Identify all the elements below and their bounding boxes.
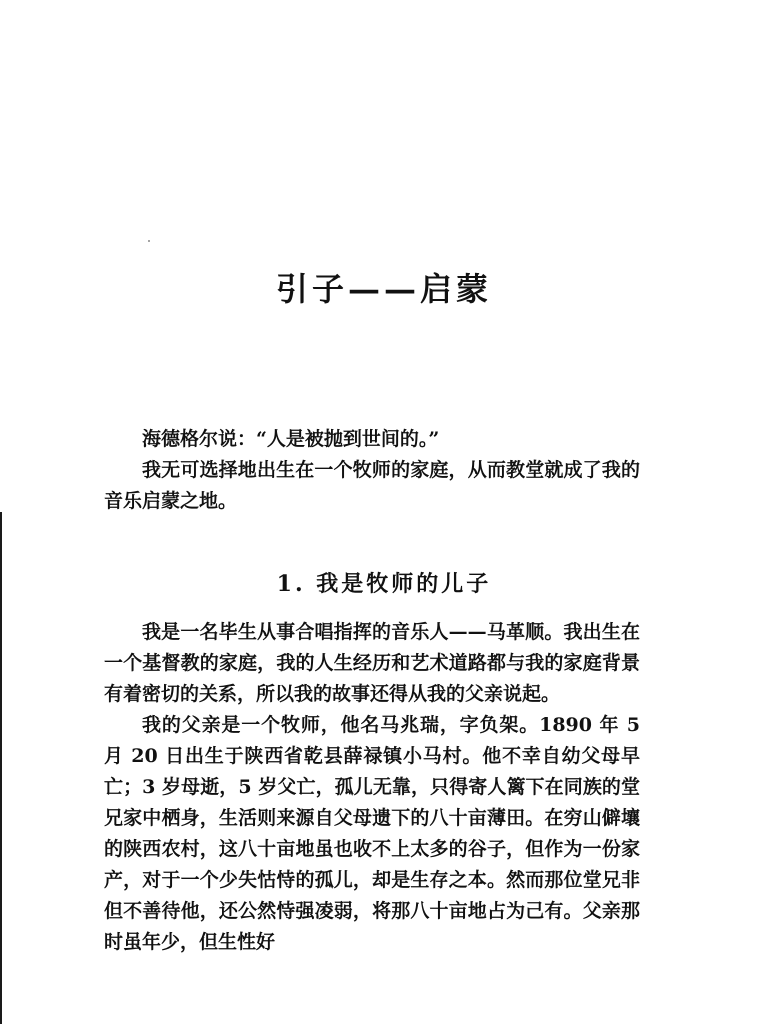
scan-speck [148,240,150,242]
body-paragraph-introduction: 我是一名毕生从事合唱指挥的音乐人——马革顺。我出生在一个基督教的家庭，我的人生经历和艺术道路都与我的家庭背景有着密切的关系，所以我的故事还得从我的父亲说起。 [104,621,640,705]
chapter-title: 引子——启蒙 [275,270,492,309]
intro-paragraph-birth: 我无可选择地出生在一个牧师的家庭，从而教堂就成了我的音乐启蒙之地。 [104,459,640,512]
body-paragraph-father: 我的父亲是一个牧师，他名马兆瑞，字负架。1890 年 5 月 20 日出生于陕西省乾县薛禄镇小马村。他不幸自幼父母早亡；3 岁母逝，5 岁父亡，孤儿无靠，只得寄人篱下在同族的堂兄家中栖身，生活则来源自父母遗下的八十亩薄田。在穷山僻壤的陕西农村，这八十亩地虽也收不上太多的谷子，但作为一份家产，对于一个少失怙恃的孤儿，却是生存之本。然而那位堂兄非但不善待他，还公然恃强凌弱，将那八十亩地占为己有。父亲那时虽年少，但生性好 [104,714,640,953]
section-heading: 1. 我是牧师的儿子 [276,571,492,598]
intro-paragraph-quote: 海德格尔说：“人是被抛到世间的。” [142,428,440,450]
